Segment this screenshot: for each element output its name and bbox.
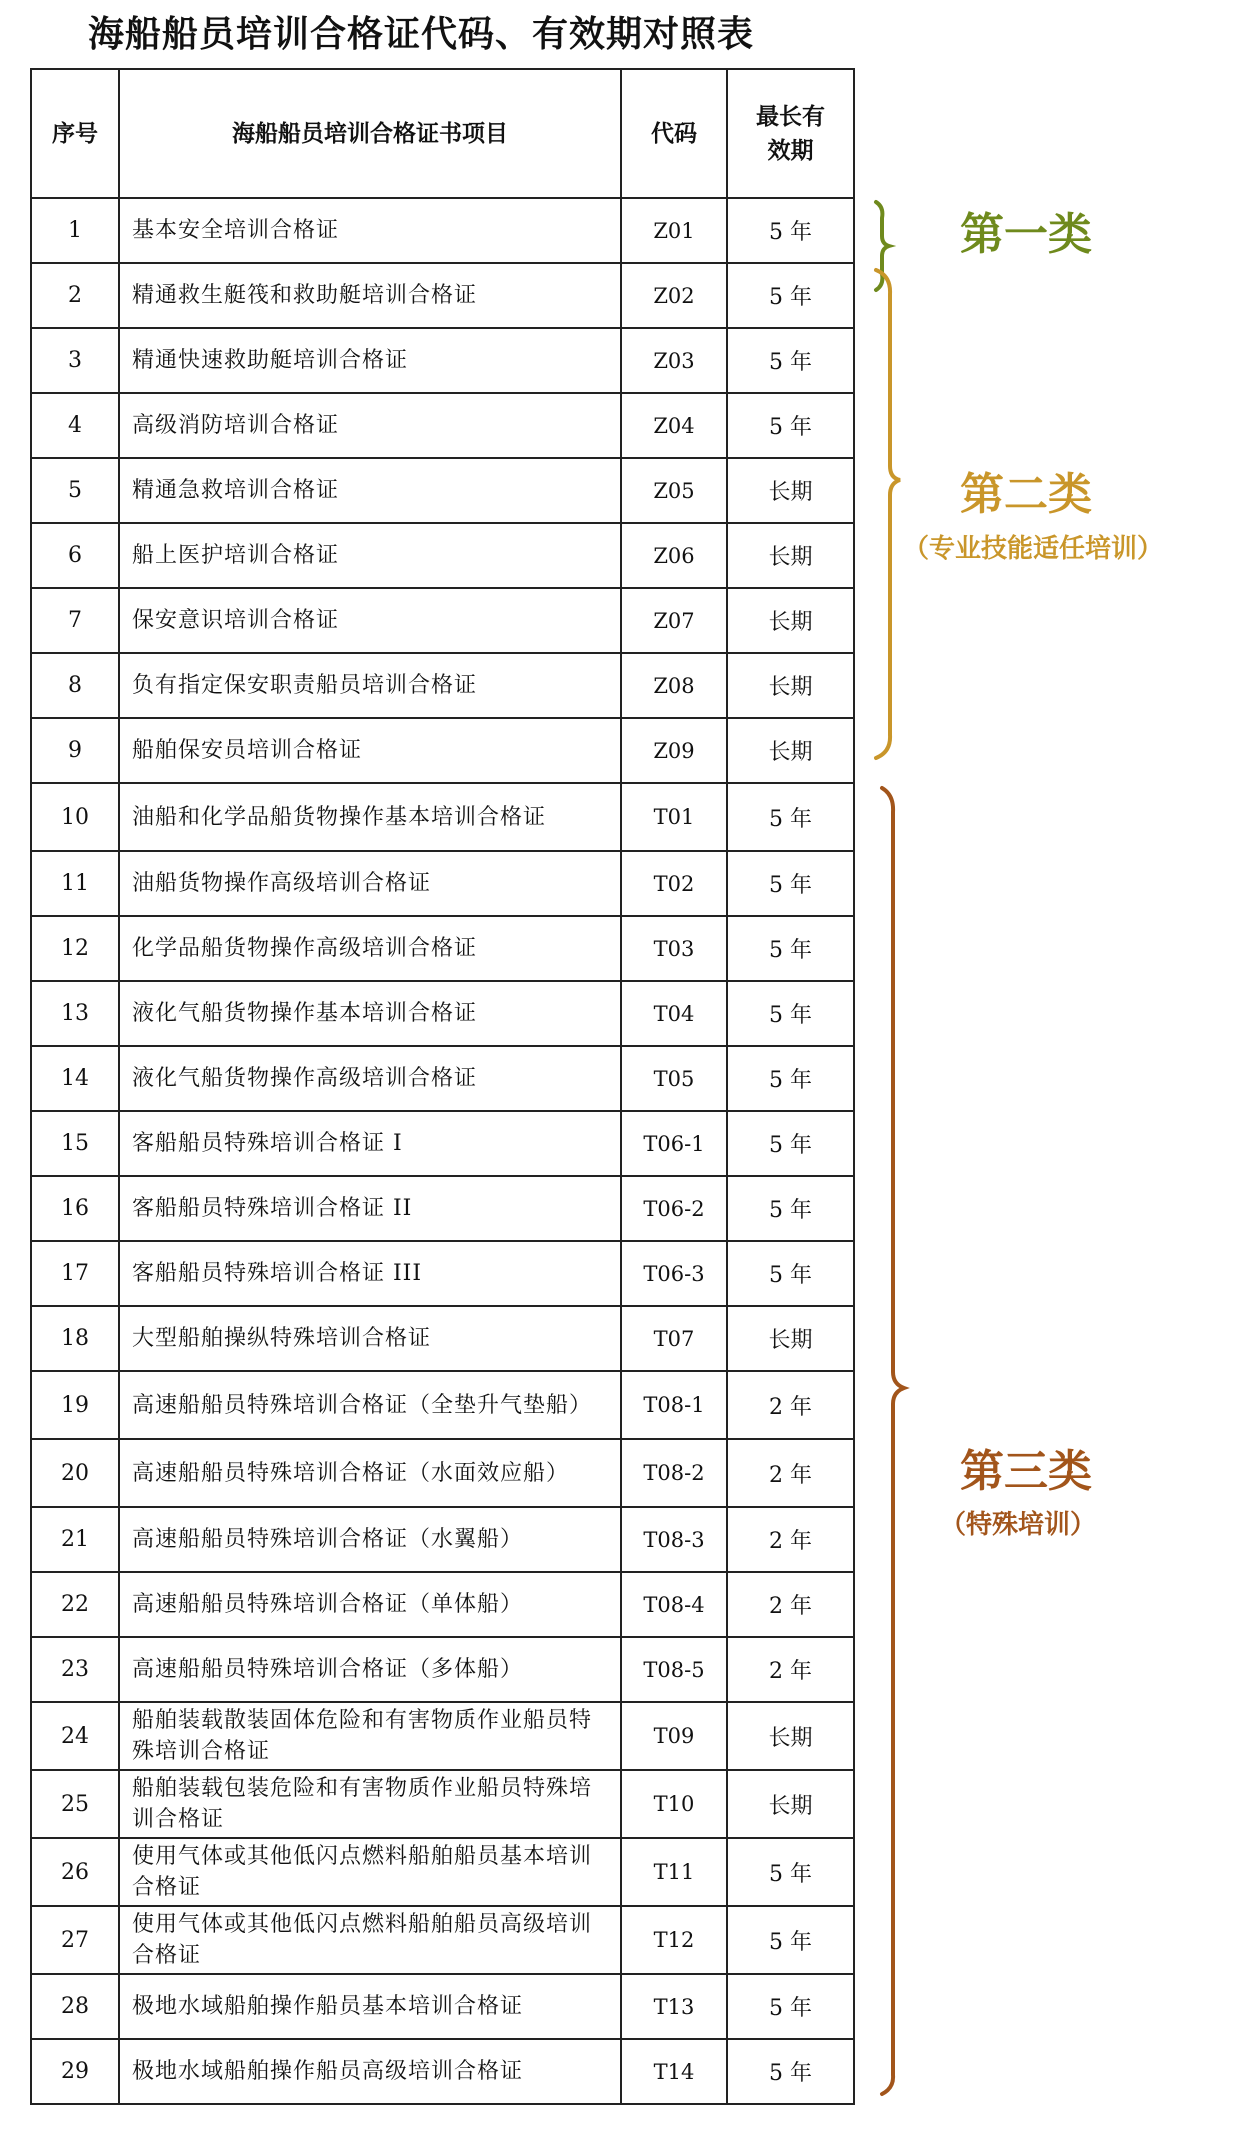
row-certificate-name: 船舶保安员培训合格证 bbox=[119, 718, 621, 783]
row-validity-period: 长期 bbox=[727, 1306, 854, 1371]
row-validity-period: 2 年 bbox=[727, 1637, 854, 1702]
row-certificate-name: 高速船船员特殊培训合格证（全垫升气垫船） bbox=[119, 1371, 621, 1439]
row-number: 1 bbox=[31, 198, 119, 263]
row-certificate-name: 船舶装载包装危险和有害物质作业船员特殊培训合格证 bbox=[119, 1770, 621, 1838]
row-code: Z06 bbox=[621, 523, 727, 588]
row-number: 13 bbox=[31, 981, 119, 1046]
row-validity-period: 5 年 bbox=[727, 1111, 854, 1176]
row-validity-period: 5 年 bbox=[727, 2039, 854, 2104]
row-code: Z03 bbox=[621, 328, 727, 393]
row-number: 11 bbox=[31, 851, 119, 916]
row-number: 19 bbox=[31, 1371, 119, 1439]
row-code: Z09 bbox=[621, 718, 727, 783]
row-number: 9 bbox=[31, 718, 119, 783]
category-1-label: 第一类 bbox=[960, 209, 1092, 260]
row-certificate-name: 油船和化学品船货物操作基本培训合格证 bbox=[119, 783, 621, 851]
row-number: 10 bbox=[31, 783, 119, 851]
row-certificate-name: 客船船员特殊培训合格证 I bbox=[119, 1111, 621, 1176]
row-number: 24 bbox=[31, 1702, 119, 1770]
row-validity-period: 5 年 bbox=[727, 198, 854, 263]
page-title: 海船船员培训合格证代码、有效期对照表 bbox=[88, 13, 755, 55]
category-2-label: 第二类 bbox=[960, 469, 1092, 520]
row-code: T08-3 bbox=[621, 1507, 727, 1572]
row-validity-period: 5 年 bbox=[727, 916, 854, 981]
row-number: 22 bbox=[31, 1572, 119, 1637]
row-code: T06-3 bbox=[621, 1241, 727, 1306]
row-certificate-name: 极地水域船舶操作船员高级培训合格证 bbox=[119, 2039, 621, 2104]
row-certificate-name: 精通急救培训合格证 bbox=[119, 458, 621, 523]
row-validity-period: 长期 bbox=[727, 458, 854, 523]
row-code: T11 bbox=[621, 1838, 727, 1906]
row-certificate-name: 船上医护培训合格证 bbox=[119, 523, 621, 588]
row-validity-period: 长期 bbox=[727, 653, 854, 718]
row-code: T09 bbox=[621, 1702, 727, 1770]
row-validity-period: 长期 bbox=[727, 1702, 854, 1770]
row-certificate-name: 保安意识培训合格证 bbox=[119, 588, 621, 653]
row-number: 28 bbox=[31, 1974, 119, 2039]
row-code: T08-2 bbox=[621, 1439, 727, 1507]
row-validity-period: 5 年 bbox=[727, 783, 854, 851]
category-3-label: 第三类 bbox=[960, 1446, 1092, 1497]
row-validity-period: 5 年 bbox=[727, 1241, 854, 1306]
row-validity-period: 长期 bbox=[727, 1770, 854, 1838]
header-period-line1: 最长有 bbox=[756, 102, 825, 130]
row-certificate-name: 高速船船员特殊培训合格证（水面效应船） bbox=[119, 1439, 621, 1507]
row-number: 27 bbox=[31, 1906, 119, 1974]
row-number: 21 bbox=[31, 1507, 119, 1572]
row-number: 3 bbox=[31, 328, 119, 393]
row-validity-period: 5 年 bbox=[727, 851, 854, 916]
row-code: Z08 bbox=[621, 653, 727, 718]
row-number: 7 bbox=[31, 588, 119, 653]
row-certificate-name: 高速船船员特殊培训合格证（多体船） bbox=[119, 1637, 621, 1702]
row-code: T06-2 bbox=[621, 1176, 727, 1241]
row-certificate-name: 船舶装载散装固体危险和有害物质作业船员特殊培训合格证 bbox=[119, 1702, 621, 1770]
row-validity-period: 长期 bbox=[727, 588, 854, 653]
row-number: 2 bbox=[31, 263, 119, 328]
row-number: 12 bbox=[31, 916, 119, 981]
row-certificate-name: 液化气船货物操作基本培训合格证 bbox=[119, 981, 621, 1046]
row-number: 5 bbox=[31, 458, 119, 523]
header-code: 代码 bbox=[621, 69, 727, 198]
row-validity-period: 2 年 bbox=[727, 1572, 854, 1637]
row-validity-period: 5 年 bbox=[727, 1906, 854, 1974]
row-validity-period: 长期 bbox=[727, 718, 854, 783]
row-number: 25 bbox=[31, 1770, 119, 1838]
row-code: Z02 bbox=[621, 263, 727, 328]
row-certificate-name: 高级消防培训合格证 bbox=[119, 393, 621, 458]
row-certificate-name: 负有指定保安职责船员培训合格证 bbox=[119, 653, 621, 718]
row-validity-period: 5 年 bbox=[727, 1176, 854, 1241]
row-validity-period: 5 年 bbox=[727, 981, 854, 1046]
row-number: 4 bbox=[31, 393, 119, 458]
category-3-sublabel: （特殊培训） bbox=[940, 1510, 1097, 1540]
row-number: 15 bbox=[31, 1111, 119, 1176]
row-validity-period: 5 年 bbox=[727, 1974, 854, 2039]
row-code: T02 bbox=[621, 851, 727, 916]
row-validity-period: 2 年 bbox=[727, 1507, 854, 1572]
row-validity-period: 2 年 bbox=[727, 1439, 854, 1507]
row-code: Z05 bbox=[621, 458, 727, 523]
row-code: T04 bbox=[621, 981, 727, 1046]
row-validity-period: 5 年 bbox=[727, 393, 854, 458]
header-name: 海船船员培训合格证书项目 bbox=[119, 69, 621, 198]
row-certificate-name: 高速船船员特殊培训合格证（单体船） bbox=[119, 1572, 621, 1637]
row-number: 17 bbox=[31, 1241, 119, 1306]
row-certificate-name: 使用气体或其他低闪点燃料船舶船员基本培训合格证 bbox=[119, 1838, 621, 1906]
row-certificate-name: 高速船船员特殊培训合格证（水翼船） bbox=[119, 1507, 621, 1572]
row-certificate-name: 化学品船货物操作高级培训合格证 bbox=[119, 916, 621, 981]
row-certificate-name: 精通快速救助艇培训合格证 bbox=[119, 328, 621, 393]
row-code: Z04 bbox=[621, 393, 727, 458]
row-code: T08-1 bbox=[621, 1371, 727, 1439]
row-code: T12 bbox=[621, 1906, 727, 1974]
row-certificate-name: 精通救生艇筏和救助艇培训合格证 bbox=[119, 263, 621, 328]
row-number: 20 bbox=[31, 1439, 119, 1507]
row-code: Z07 bbox=[621, 588, 727, 653]
row-code: T13 bbox=[621, 1974, 727, 2039]
row-validity-period: 5 年 bbox=[727, 328, 854, 393]
category-2-sublabel: （专业技能适任培训） bbox=[903, 534, 1164, 564]
row-code: T05 bbox=[621, 1046, 727, 1111]
row-validity-period: 5 年 bbox=[727, 1838, 854, 1906]
header-num: 序号 bbox=[31, 69, 119, 198]
row-validity-period: 2 年 bbox=[727, 1371, 854, 1439]
row-validity-period: 长期 bbox=[727, 523, 854, 588]
row-certificate-name: 客船船员特殊培训合格证 II bbox=[119, 1176, 621, 1241]
row-validity-period: 5 年 bbox=[727, 263, 854, 328]
header-period-line2: 效期 bbox=[767, 136, 814, 164]
row-certificate-name: 使用气体或其他低闪点燃料船舶船员高级培训合格证 bbox=[119, 1906, 621, 1974]
row-code: T08-5 bbox=[621, 1637, 727, 1702]
row-certificate-name: 液化气船货物操作高级培训合格证 bbox=[119, 1046, 621, 1111]
row-number: 14 bbox=[31, 1046, 119, 1111]
row-number: 29 bbox=[31, 2039, 119, 2104]
row-code: Z01 bbox=[621, 198, 727, 263]
row-code: T07 bbox=[621, 1306, 727, 1371]
row-number: 18 bbox=[31, 1306, 119, 1371]
row-validity-period: 5 年 bbox=[727, 1046, 854, 1111]
row-code: T01 bbox=[621, 783, 727, 851]
row-code: T03 bbox=[621, 916, 727, 981]
row-certificate-name: 油船货物操作高级培训合格证 bbox=[119, 851, 621, 916]
row-number: 16 bbox=[31, 1176, 119, 1241]
row-number: 26 bbox=[31, 1838, 119, 1906]
row-certificate-name: 基本安全培训合格证 bbox=[119, 198, 621, 263]
row-number: 8 bbox=[31, 653, 119, 718]
row-certificate-name: 极地水域船舶操作船员基本培训合格证 bbox=[119, 1974, 621, 2039]
category-3-bracket bbox=[882, 788, 904, 2094]
row-code: T08-4 bbox=[621, 1572, 727, 1637]
row-code: T14 bbox=[621, 2039, 727, 2104]
row-number: 23 bbox=[31, 1637, 119, 1702]
row-code: T06-1 bbox=[621, 1111, 727, 1176]
row-certificate-name: 大型船舶操纵特殊培训合格证 bbox=[119, 1306, 621, 1371]
row-number: 6 bbox=[31, 523, 119, 588]
row-certificate-name: 客船船员特殊培训合格证 III bbox=[119, 1241, 621, 1306]
row-code: T10 bbox=[621, 1770, 727, 1838]
category-2-bracket bbox=[876, 270, 900, 758]
